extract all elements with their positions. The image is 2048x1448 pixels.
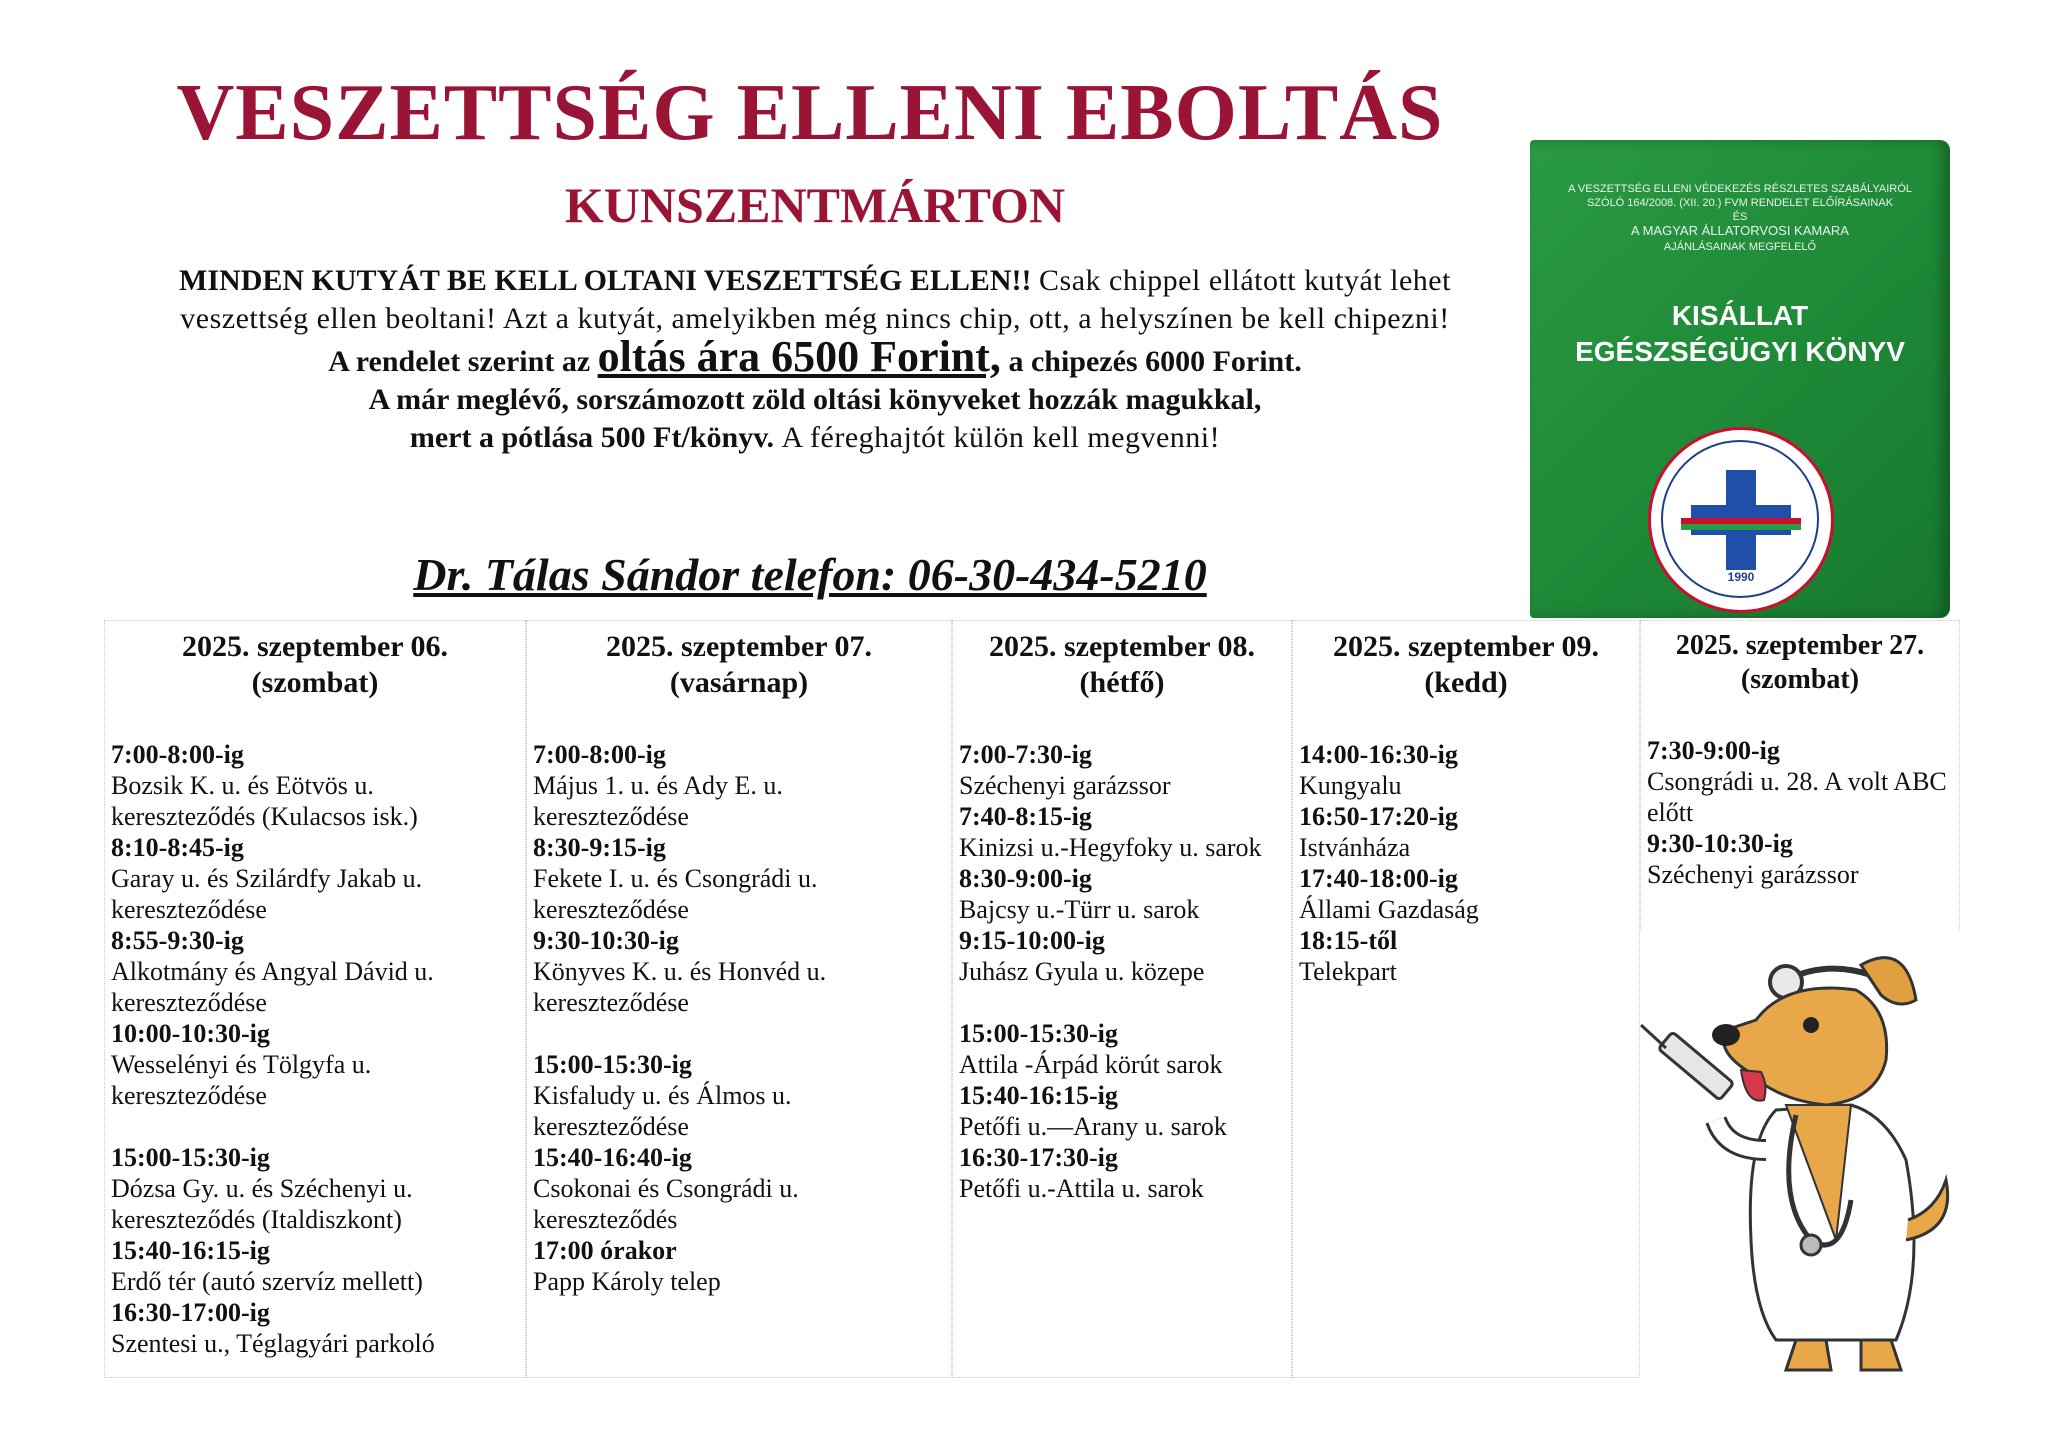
schedule-location: Bozsik K. u. és Eötvös u. kereszteződés (Kulacsos isk.) bbox=[111, 771, 418, 831]
book-title bbox=[1540, 298, 1940, 370]
schedule-time: 7:30-9:00-ig bbox=[1647, 736, 1780, 765]
schedule-time: 16:50-17:20-ig bbox=[1299, 802, 1458, 831]
intro-line-4 bbox=[130, 419, 1500, 457]
schedule-time: 15:00-15:30-ig bbox=[111, 1143, 270, 1172]
schedule-time: 9:15-10:00-ig bbox=[959, 926, 1105, 955]
schedule-time: 7:00-8:00-ig bbox=[533, 740, 666, 769]
schedule-location: Petőfi u.-Attila u. sarok bbox=[959, 1174, 1204, 1203]
schedule-time: 8:30-9:00-ig bbox=[959, 864, 1092, 893]
intro-line-3: A már meglévő, sorszámozott zöld oltási könyveket hozzák magukkal, bbox=[368, 383, 1262, 416]
schedule-date-text: 2025. szeptember 09. bbox=[1332, 630, 1600, 663]
schedule-location: Szentesi u., Téglagyári parkoló bbox=[111, 1329, 435, 1358]
schedule-time: 10:00-10:30-ig bbox=[111, 1019, 270, 1048]
schedule-date-text: 2025. szeptember 08. bbox=[988, 630, 1256, 663]
town-name: KUNSZENTMÁRTON bbox=[564, 177, 1066, 233]
price-prefix: A rendelet szerint az bbox=[328, 345, 591, 378]
schedule-day bbox=[1292, 620, 1640, 1378]
schedule-location: Fekete I. u. és Csongrádi u. kereszteződése bbox=[533, 864, 818, 924]
schedule-location: Attila -Árpád körút sarok bbox=[959, 1050, 1223, 1079]
book-chamber-text: A MAGYAR ÁLLATORVOSI KAMARA bbox=[1631, 223, 1849, 238]
schedule-day bbox=[952, 620, 1292, 1378]
schedule-date-text: 2025. szeptember 07. bbox=[605, 630, 873, 663]
schedule-location: Erdő tér (autó szervíz mellett) bbox=[111, 1267, 423, 1296]
schedule-location: Kinizsi u.-Hegyfoky u. sarok bbox=[959, 833, 1262, 862]
schedule-time: 9:30-10:30-ig bbox=[533, 926, 679, 955]
schedule-time: 15:00-15:30-ig bbox=[533, 1050, 692, 1079]
schedule-date bbox=[533, 629, 945, 701]
book-conformity-text: AJÁNLÁSAINAK MEGFELELŐ bbox=[1663, 241, 1817, 253]
schedule-date-text: 2025. szeptember 27. bbox=[1675, 630, 1925, 661]
schedule-date bbox=[959, 629, 1285, 701]
schedule-weekday: (vasárnap) bbox=[669, 666, 809, 699]
doctor-phone: Dr. Tálas Sándor telefon: 06-30-434-5210 bbox=[413, 549, 1207, 600]
schedule-location: Széchenyi garázssor bbox=[959, 771, 1171, 800]
schedule-time: 17:40-18:00-ig bbox=[1299, 864, 1458, 893]
schedule-time: 8:55-9:30-ig bbox=[111, 926, 244, 955]
schedule-location: Dózsa Gy. u. és Széchenyi u. kereszteződés (Italdiszkont) bbox=[111, 1174, 413, 1234]
schedule-location: Telekpart bbox=[1299, 957, 1397, 986]
intro-bold-warning: MINDEN KUTYÁT BE KELL OLTANI VESZETTSÉG ELLEN!! bbox=[179, 264, 1032, 297]
schedule-entries bbox=[111, 739, 519, 1359]
schedule-date bbox=[1647, 629, 1953, 697]
schedule-time: 16:30-17:00-ig bbox=[111, 1298, 270, 1327]
schedule-location: Garay u. és Szilárdfy Jakab u. kereszteződése bbox=[111, 864, 423, 924]
schedule-entries bbox=[533, 739, 945, 1297]
schedule-time: 16:30-17:30-ig bbox=[959, 1143, 1118, 1172]
schedule-entries bbox=[1299, 739, 1633, 987]
schedule-location: Bajcsy u.-Türr u. sarok bbox=[959, 895, 1200, 924]
schedule-time: 15:00-15:30-ig bbox=[959, 1019, 1118, 1048]
book-and-text: ÉS bbox=[1732, 211, 1748, 223]
schedule-location: Istvánháza bbox=[1299, 833, 1411, 862]
schedule-entries bbox=[959, 739, 1285, 1204]
schedule-time: 17:00 órakor bbox=[533, 1236, 677, 1265]
schedule-location: Széchenyi garázssor bbox=[1647, 860, 1859, 889]
schedule-day bbox=[526, 620, 952, 1378]
schedule-time: 7:00-7:30-ig bbox=[959, 740, 1092, 769]
schedule-location: Wesselényi és Tölgyfa u. kereszteződése bbox=[111, 1050, 372, 1110]
seal-year: 1990 bbox=[1727, 570, 1755, 584]
schedule-time: 15:40-16:40-ig bbox=[533, 1143, 692, 1172]
schedule-weekday: (szombat) bbox=[251, 666, 379, 699]
schedule-date bbox=[1299, 629, 1633, 701]
schedule-location: Állami Gazdaság bbox=[1299, 895, 1479, 924]
book-title-line-1: KISÁLLAT bbox=[1671, 300, 1809, 331]
schedule-location: Csokonai és Csongrádi u. kereszteződés bbox=[533, 1174, 799, 1234]
schedule-date bbox=[111, 629, 519, 701]
schedule-time: 8:30-9:15-ig bbox=[533, 833, 666, 862]
schedule-location: Juhász Gyula u. közepe bbox=[959, 957, 1205, 986]
schedule-location: Kungyalu bbox=[1299, 771, 1402, 800]
schedule-location: Csongrádi u. 28. A volt ABC előtt bbox=[1647, 767, 1947, 827]
schedule-location: Könyves K. u. és Honvéd u. kereszteződése bbox=[533, 957, 827, 1017]
intro-chip-note: Csak chippel ellátott kutyát lehet veszettség ellen beoltani! Azt a kutyát, amelyikben még nincs chip, ott, a helyszínen be kell chipezni! bbox=[180, 264, 1451, 335]
book-replacement-price: mert a pótlása 500 Ft/könyv. bbox=[409, 421, 775, 454]
schedule-day bbox=[104, 620, 526, 1378]
schedule-weekday: (kedd) bbox=[1424, 666, 1508, 699]
schedule-time: 7:40-8:15-ig bbox=[959, 802, 1092, 831]
schedule-time: 15:40-16:15-ig bbox=[111, 1236, 270, 1265]
intro-line-1 bbox=[130, 262, 1500, 338]
pet-health-book-image bbox=[1530, 140, 1950, 618]
page-title: VESZETTSÉG ELLENI EBOLTÁS bbox=[176, 69, 1444, 157]
schedule-time: 7:00-8:00-ig bbox=[111, 740, 244, 769]
chip-price: a chipezés 6000 Forint. bbox=[1008, 345, 1302, 378]
vaccine-price: oltás ára 6500 Forint, bbox=[597, 332, 1001, 381]
veterinary-chamber-seal-icon bbox=[1648, 427, 1834, 613]
schedule-time: 8:10-8:45-ig bbox=[111, 833, 244, 862]
schedule-time: 15:40-16:15-ig bbox=[959, 1081, 1118, 1110]
schedule-entries bbox=[1647, 735, 1953, 890]
schedule-weekday: (hétfő) bbox=[1079, 666, 1165, 699]
schedule-location: Petőfi u.—Arany u. sarok bbox=[959, 1112, 1227, 1141]
book-title-line-2: EGÉSZSÉGÜGYI KÖNYV bbox=[1575, 336, 1905, 367]
schedule-location: Papp Károly telep bbox=[533, 1267, 721, 1296]
dewormer-note: A féreghajtót külön kell megvenni! bbox=[781, 421, 1221, 454]
schedule-time: 14:00-16:30-ig bbox=[1299, 740, 1458, 769]
intro-line-2 bbox=[130, 332, 1500, 381]
schedule-location: Alkotmány és Angyal Dávid u. kereszteződése bbox=[111, 957, 434, 1017]
schedule-location: Kisfaludy u. és Álmos u. kereszteződése bbox=[533, 1081, 792, 1141]
schedule-time: 18:15-től bbox=[1299, 926, 1398, 955]
schedule-time: 9:30-10:30-ig bbox=[1647, 829, 1793, 858]
schedule-location: Május 1. u. és Ady E. u. kereszteződése bbox=[533, 771, 783, 831]
intro-text bbox=[130, 262, 1500, 457]
book-regulation-text: A VESZETTSÉG ELLENI VÉDEKEZÉS RÉSZLETES SZABÁLYAIRÓL SZÓLÓ 164/2008. (XII. 20.) FVM RENDELET ELŐÍRÁSAINAK bbox=[1568, 183, 1912, 209]
schedule-day bbox=[1640, 620, 1960, 930]
schedule-weekday: (szombat) bbox=[1740, 664, 1860, 695]
schedule-date-text: 2025. szeptember 06. bbox=[181, 630, 449, 663]
veterinarian-dog-illustration-icon bbox=[1636, 940, 1966, 1380]
